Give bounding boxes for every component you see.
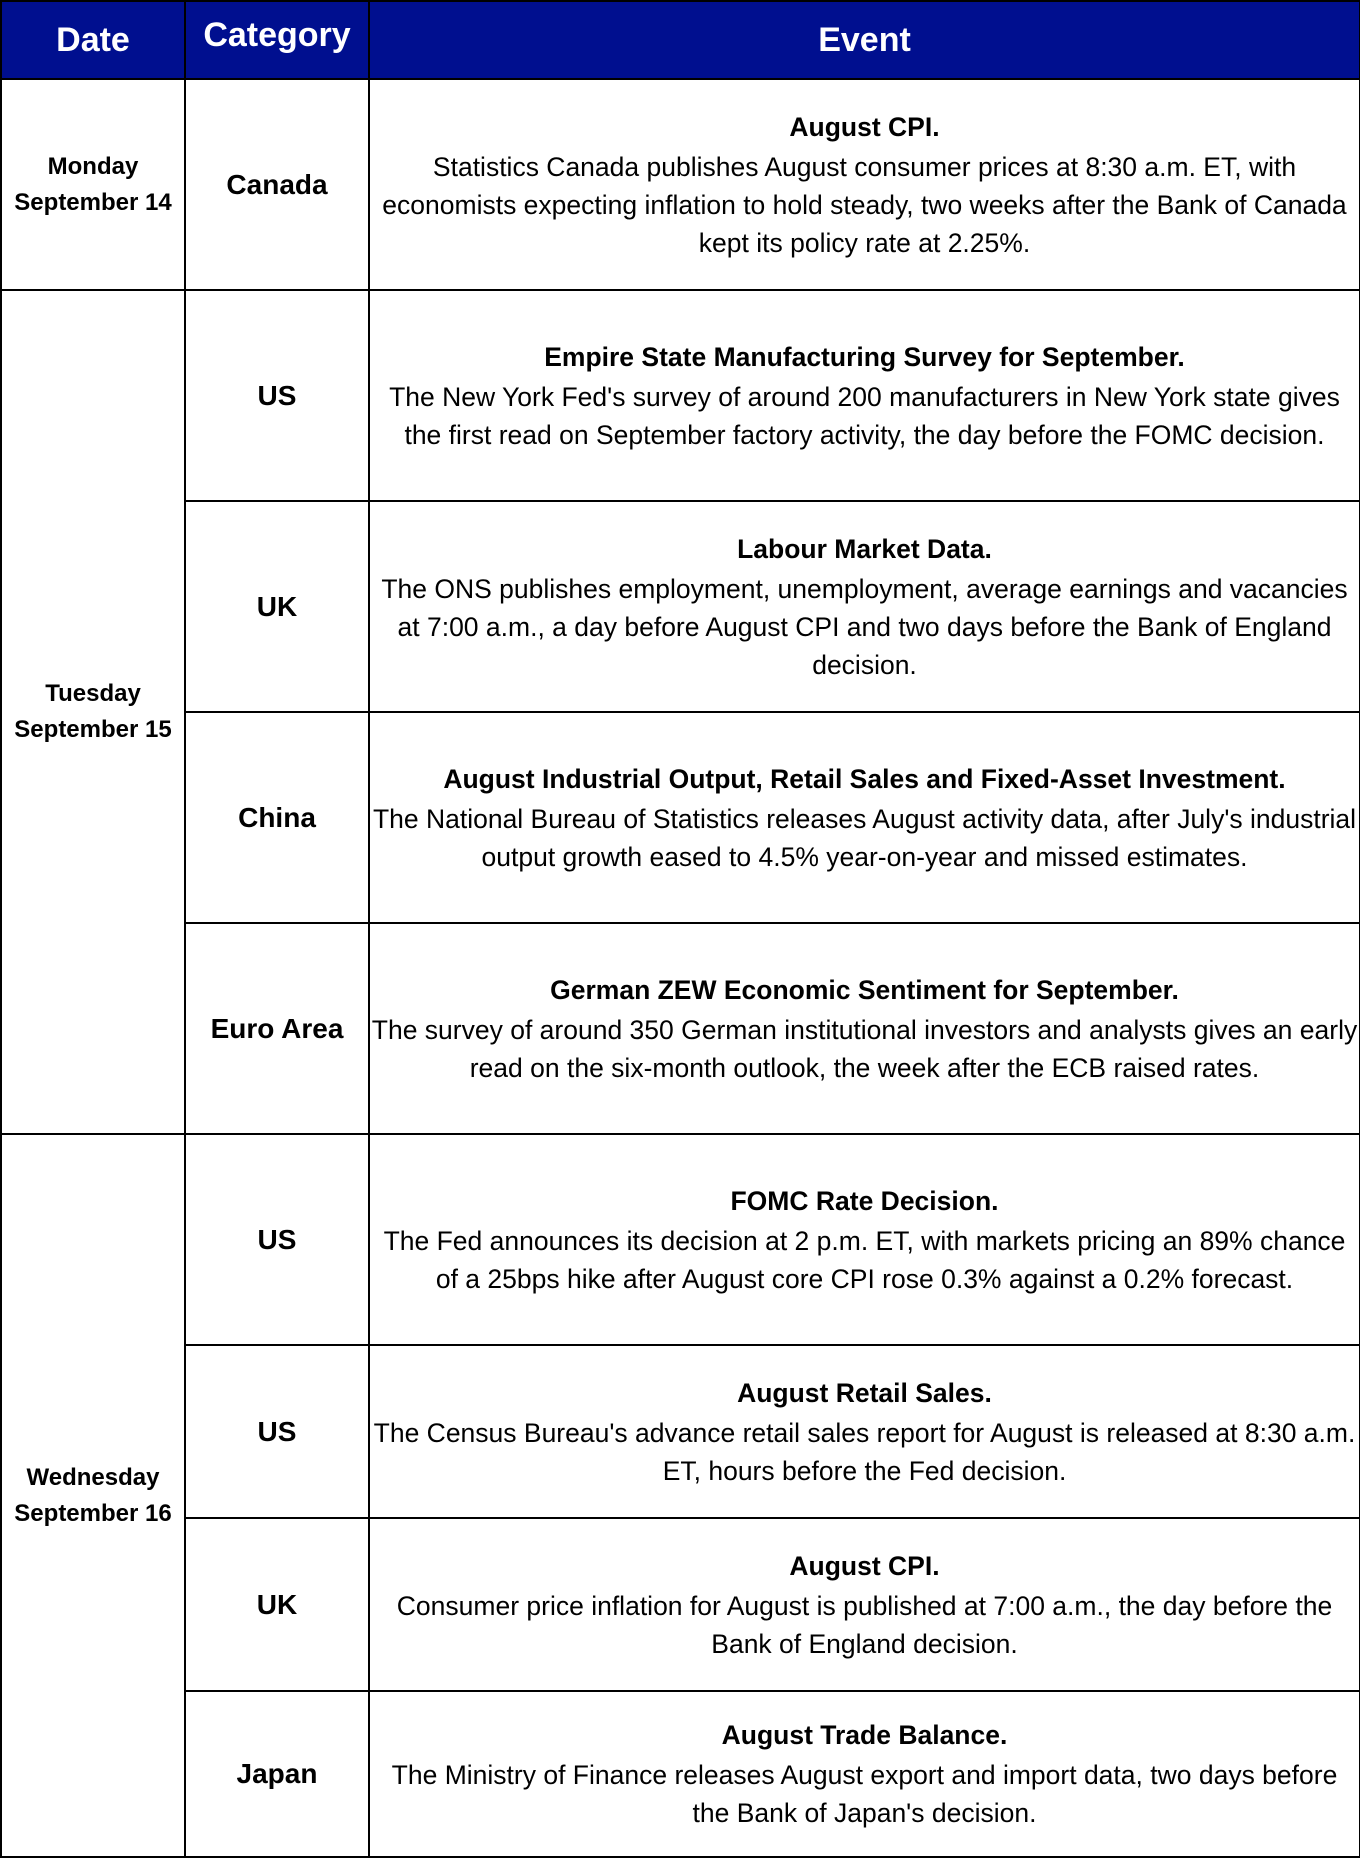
event-title: August CPI. — [789, 111, 940, 142]
event-description: The New York Fed's survey of around 200 manufacturers in New York state gives the first read on September factory activity, the day before the FOMC decision. — [389, 381, 1340, 450]
event-title: Empire State Manufacturing Survey for September. — [544, 341, 1185, 372]
category-cell: US — [185, 1134, 369, 1345]
category-cell: Euro Area — [185, 923, 369, 1134]
date-cell-tuesday — [1, 290, 185, 1134]
date-column-header: Date — [1, 1, 185, 79]
date-cell-wednesday — [1, 1134, 185, 1857]
category-cell: China — [185, 712, 369, 923]
event-description: The ONS publishes employment, unemployment, average earnings and vacancies at 7:00 a.m., a day before August CPI and two days before the Bank of England decision. — [381, 573, 1348, 680]
date-label: September 14 — [14, 188, 172, 216]
event-cell — [369, 1518, 1360, 1691]
event-column-header: Event — [369, 1, 1360, 79]
event-description: The Ministry of Finance releases August export and import data, two days before the Bank of Japan's decision. — [391, 1760, 1338, 1828]
date-cell-monday — [1, 79, 185, 290]
table-row — [1, 1345, 1360, 1518]
event-cell — [369, 79, 1360, 290]
event-cell — [369, 1691, 1360, 1857]
event-title: Labour Market Data. — [737, 533, 992, 564]
event-description: The Census Bureau's advance retail sales report for August is released at 8:30 a.m. ET, hours before the Fed decision. — [373, 1417, 1356, 1486]
event-cell — [369, 712, 1360, 923]
table-row — [1, 923, 1360, 1134]
event-cell — [369, 501, 1360, 712]
event-description: The Fed announces its decision at 2 p.m. ET, with markets pricing an 89% chance of a 25bps hike after August core CPI rose 0.3% against a 0.2% forecast. — [383, 1225, 1346, 1294]
event-title: August Retail Sales. — [737, 1377, 992, 1408]
event-title: German ZEW Economic Sentiment for September. — [550, 974, 1179, 1005]
category-column-header: Category — [185, 1, 369, 79]
table-row — [1, 1518, 1360, 1691]
event-cell — [369, 1134, 1360, 1345]
category-cell: US — [185, 290, 369, 501]
event-cell — [369, 1345, 1360, 1518]
event-description: The National Bureau of Statistics releases August activity data, after July's industrial output growth eased to 4.5% year-on-year and missed estimates. — [372, 803, 1357, 872]
category-cell: UK — [185, 1518, 369, 1691]
table-row — [1, 1691, 1360, 1857]
event-description: Statistics Canada publishes August consumer prices at 8:30 a.m. ET, with economists expecting inflation to hold steady, two weeks after the Bank of Canada kept its policy rate at 2.25%. — [382, 151, 1347, 258]
category-cell: Japan — [185, 1691, 369, 1857]
event-title: August Industrial Output, Retail Sales and Fixed-Asset Investment. — [443, 763, 1286, 794]
category-cell: US — [185, 1345, 369, 1518]
weekday-label: Tuesday — [45, 680, 141, 707]
table-row — [1, 1134, 1360, 1345]
category-cell: Canada — [185, 79, 369, 290]
header-row — [1, 1, 1360, 79]
category-cell: UK — [185, 501, 369, 712]
weekday-label: Wednesday — [26, 1463, 160, 1491]
event-description: Consumer price inflation for August is published at 7:00 a.m., the day before the Bank of England decision. — [396, 1590, 1333, 1659]
table-row — [1, 79, 1360, 290]
date-label: September 15 — [14, 716, 172, 743]
event-cell — [369, 290, 1360, 501]
event-title: August Trade Balance. — [721, 1720, 1008, 1750]
event-description: The survey of around 350 German institutional investors and analysts gives an early read on the six-month outlook, the week after the ECB raised rates. — [371, 1014, 1358, 1083]
event-title: FOMC Rate Decision. — [730, 1185, 999, 1216]
table-row — [1, 290, 1360, 501]
date-label: September 16 — [14, 1499, 172, 1527]
weekday-label: Monday — [47, 152, 139, 180]
event-title: August CPI. — [789, 1550, 940, 1581]
event-cell — [369, 923, 1360, 1134]
table-row — [1, 712, 1360, 923]
table-row — [1, 501, 1360, 712]
